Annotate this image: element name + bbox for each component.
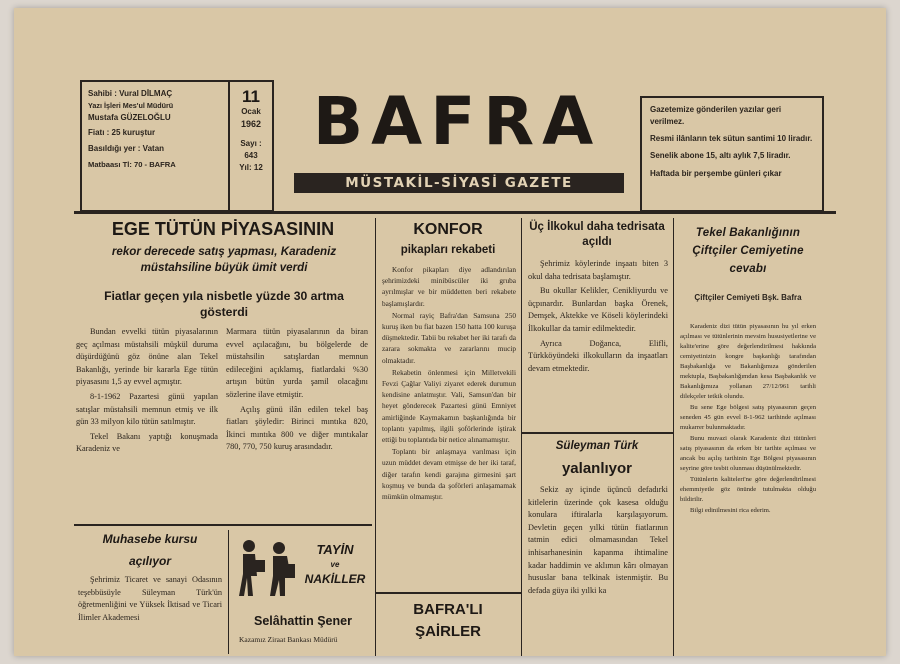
- schools-paragraph: Ayrıca Doğanca, Elifli, Türkköyündeki ilkokulların da inşaatları devam etmektedir.: [528, 338, 668, 373]
- lead-deck: rekor derecede satış yapması, Karadeniz müstahsiline büyük ümit verdi: [111, 245, 337, 274]
- notice-line: Senelik abone 15, altı aylık 7,5 liradır.: [650, 151, 791, 160]
- suleyman-body: [528, 484, 668, 597]
- issue-number: 643: [244, 151, 258, 160]
- tayin-title-1: TAYİN: [316, 542, 354, 557]
- bafrali-line-1: BAFRA'LI: [413, 601, 483, 618]
- info-line: Yazı İşleri Mes'ul Müdürü: [88, 101, 174, 110]
- info-divider: [228, 82, 230, 210]
- tayin-title-mid: ve: [330, 560, 340, 569]
- muhasebe-subhead: açılıyor: [128, 554, 172, 568]
- suleyman-headline: yalanlıyor: [561, 460, 633, 477]
- publisher-info-box: [80, 80, 274, 212]
- konfor-headline: KONFOR: [413, 221, 483, 238]
- column-rule: [375, 218, 376, 656]
- konfor-paragraph: Normal rayiç Bafra'dan Samsuna 250 kuruş iken bu fiat bazen 150 hatta 100 kuruşa düşmektedir. Tabii bu rekabet her iki tarafı da zarara sokmakta ve zararlarını mucip olmaktadır.: [382, 310, 516, 365]
- konfor-paragraph: Rekabetin önlenmesi için Milletvekili Fevzi Çağlar Valiyi ziyaret ederek durumun kendisine anlatmıştır. Vali, Samsun'dan bir heyet gönderecek Pazartesi günü Emniyet amirliğinde Kaymakamın başkanlığında bir toplantı yapılmış, ilgili şoförlerinde iştirak ettiği bu toplantıda bir netice alınamamıştır.: [382, 367, 516, 445]
- section-rule: [74, 524, 372, 526]
- info-line: Basıldığı yer : Vatan: [88, 144, 165, 153]
- column-rule: [521, 218, 522, 656]
- konfor-paragraph: Toplantı bir anlaşmaya varılması için uzun müddet devam etmişse de her iki taraf, diğer tarafın kendi garajına girmesini şart koşmuş ve bunda da şoförleri anlaşamamak mümkün olmamıştır.: [382, 447, 516, 502]
- schools-body: [528, 258, 668, 375]
- lead-headline: EGE TÜTÜN PİYASASININ: [111, 219, 335, 239]
- konfor-paragraph: Konfor pikapları diye adlandırılan şehrimizdeki minibüscüler iki gruba ayrılmışlar ve bir müddetten beri rekabete başlamışlardır.: [382, 265, 516, 308]
- tayin-name: Selâhattin Şener: [254, 614, 352, 628]
- schools-paragraph: Bu okullar Kelikler, Cenikliyurdu ve üçpınardır. Bunlardan başka Örenek, Demşek, Aktekke ve Köseli köylerindeki İlkokullar da tamir edilmektedir.: [528, 286, 668, 333]
- bafrali-line-2: ŞAİRLER: [415, 623, 481, 640]
- notice-line: Gazetemize gönderilen yazılar geri verilmez.: [650, 105, 782, 126]
- lead-paragraph: Bundan evvelki tütün piyasalarının geç açılması müstahsili müşkül duruma düşürdüğünü göz önüne alan Tekel Bakanlığı, yerinde bir kararla Ege tütün piyasasını 1,5 ay evvel açmıştır.: [76, 327, 218, 387]
- section-rule: [376, 592, 521, 594]
- tayin-box: [228, 530, 373, 654]
- date-day: 11: [242, 87, 260, 106]
- info-line: Mustafa GÜZELOĞLU: [88, 113, 171, 122]
- muhasebe-body: [78, 574, 222, 624]
- notice-line: Haftada bir perşembe günleri çıkar: [650, 169, 782, 178]
- tekel-body: [680, 322, 816, 516]
- tayin-title-2: NAKİLLER: [304, 572, 366, 586]
- tekel-paragraph: Karadeniz dizi tütün piyasasının hu yıl erken açılması ve tütünlerinin mevsim hususiyetlerine ve kalite'erine göre değerlendirilmesi hakkında cemiyetinizin kongre başkanlığı tarafından Başbakanlığa ve Bakanlığımıza gönderilen mektupla, Başbakanlığımdan kesa Başbakanlık ve Bakanlığımıza yollanan 27/12/961 tarihli dilekçeler tetkik olundu.: [680, 323, 816, 400]
- tekel-paragraph: Tütünlerin kaliteleri'ne göre değerlendirilmesi ehemmiyetle göz önünde tutulmakta olduğu bildirilir.: [680, 476, 816, 503]
- konfor-body: [382, 264, 516, 502]
- lead-paragraph: 8-1-1962 Pazartesi günü yapılan satışlar müstahsili memnun etmiş ve ilk gün 33 milyon kilo tütün satılmıştır.: [76, 391, 218, 427]
- muhasebe-paragraph: Şehrimiz Ticaret ve sanayi Odasının teşebbüsüyle Süleyman Türk'ün öğretmenliğini ve Yüksek İktisad ve Ticari İlimler Akademesi: [78, 575, 222, 622]
- date-year: 1962: [240, 119, 262, 129]
- tekel-paragraph: Bu sene Ege bölgesi satış piyasasının geçen seneden 45 gün evvel 8-1-962 tarihinde açılması mukarrer bulunmaktadır.: [680, 404, 816, 431]
- tekel-paragraph: Bilgi edinilmesini rica ederim.: [690, 507, 771, 514]
- schools-headline: Üç İlkokul daha tedrisata açıldı: [529, 221, 665, 248]
- notice-line: Resmi ilânların tek sütun santimi 10 liradır.: [650, 134, 813, 143]
- lead-column-2: [226, 326, 368, 454]
- suleyman-kicker: Süleyman Türk: [555, 440, 639, 452]
- muhasebe-headline: Muhasebe kursu: [102, 532, 198, 546]
- lead-subhead: Fiatlar geçen yıla nisbetle yüzde 30 artma gösterdi: [104, 289, 344, 319]
- schools-paragraph: Şehrimiz köylerinde inşaatı biten 3 okul daha tedrisata başlamıştır.: [528, 259, 668, 281]
- info-line: Sahibi : Vural DİLMAÇ: [88, 89, 173, 98]
- walking-figures-icon: [235, 536, 297, 600]
- newspaper-subtitle-bar: [294, 173, 624, 193]
- section-rule: [522, 432, 673, 434]
- tekel-addressee: Çiftçiler Cemiyeti Bşk. Bafra: [694, 293, 802, 302]
- masthead-rule: [74, 211, 836, 214]
- lead-column-1: [76, 326, 218, 456]
- tekel-headline: Tekel Bakanlığının Çiftçiler Cemiyetine cevabı: [692, 227, 804, 275]
- publisher-info-lines: [88, 88, 226, 171]
- konfor-subhead: pikapları rekabeti: [400, 244, 496, 256]
- year-label: Yıl: 12: [239, 163, 263, 172]
- lead-paragraph: Marmara tütün piyasalarının da biran evvel açılacağını, bu bölgelerde de müstahsilin satışlardan memnun edileceğini açıklamış, fiatlardaki %30 artışın bütün yurda şamil olacağını sözlerine ilave etmiştir.: [226, 327, 368, 399]
- info-line: Matbaası Tl: 70 - BAFRA: [88, 160, 176, 169]
- column-rule: [673, 218, 674, 656]
- suleyman-paragraph: Sekiz ay içinde üçüncü defadırki kitlelerin üzerinde çok kasesa olduğu konulara iftiralarla karşılaşıyorum. Devletin geçen yılki tütün fiatlarının tatmin edici olmamasından Tekel inhisarhanesinin kapanma ihtimaline kadar haddimin ve aklımın kârı olmayan hususlar bana telkinak istenmiştir. Bu defada güya iki yılki ka: [528, 485, 668, 595]
- newspaper-subtitle: MÜSTAKİL-SİYASİ GAZETE: [345, 175, 573, 191]
- tayin-text: Kazamız Ziraat Bankası Müdürü: [239, 635, 338, 644]
- issue-label: Sayı :: [240, 139, 262, 148]
- newspaper-title: BAFRA: [312, 83, 602, 160]
- info-line: Fiatı : 25 kuruştur: [88, 128, 156, 137]
- notice-box: [640, 96, 824, 212]
- date-month: Ocak: [241, 107, 261, 116]
- notice-lines: [650, 104, 816, 180]
- lead-paragraph: Açılış günü ilân edilen tekel baş fiatları şöyledir: Birinci mıntıka 820, İkinci mıntıka 800 ve diğer mıntıkalar 780, 770, 750 kuruş arasındadır.: [226, 404, 368, 452]
- date-block: [232, 88, 270, 174]
- tekel-paragraph: Bunu muvazi olarak Karadeniz dizi tütünleri satış piyasasının da erken bir tarihte açılması ve ancak bu açılış tarihinin Ege Bölgesi piyasasının seyrine göre tesbit olunması düşünülmektedir.: [680, 435, 816, 472]
- newspaper-page: [14, 8, 886, 656]
- lead-paragraph: Tekel Bakanı yaptığı konuşmada Karadeniz ve: [76, 431, 218, 454]
